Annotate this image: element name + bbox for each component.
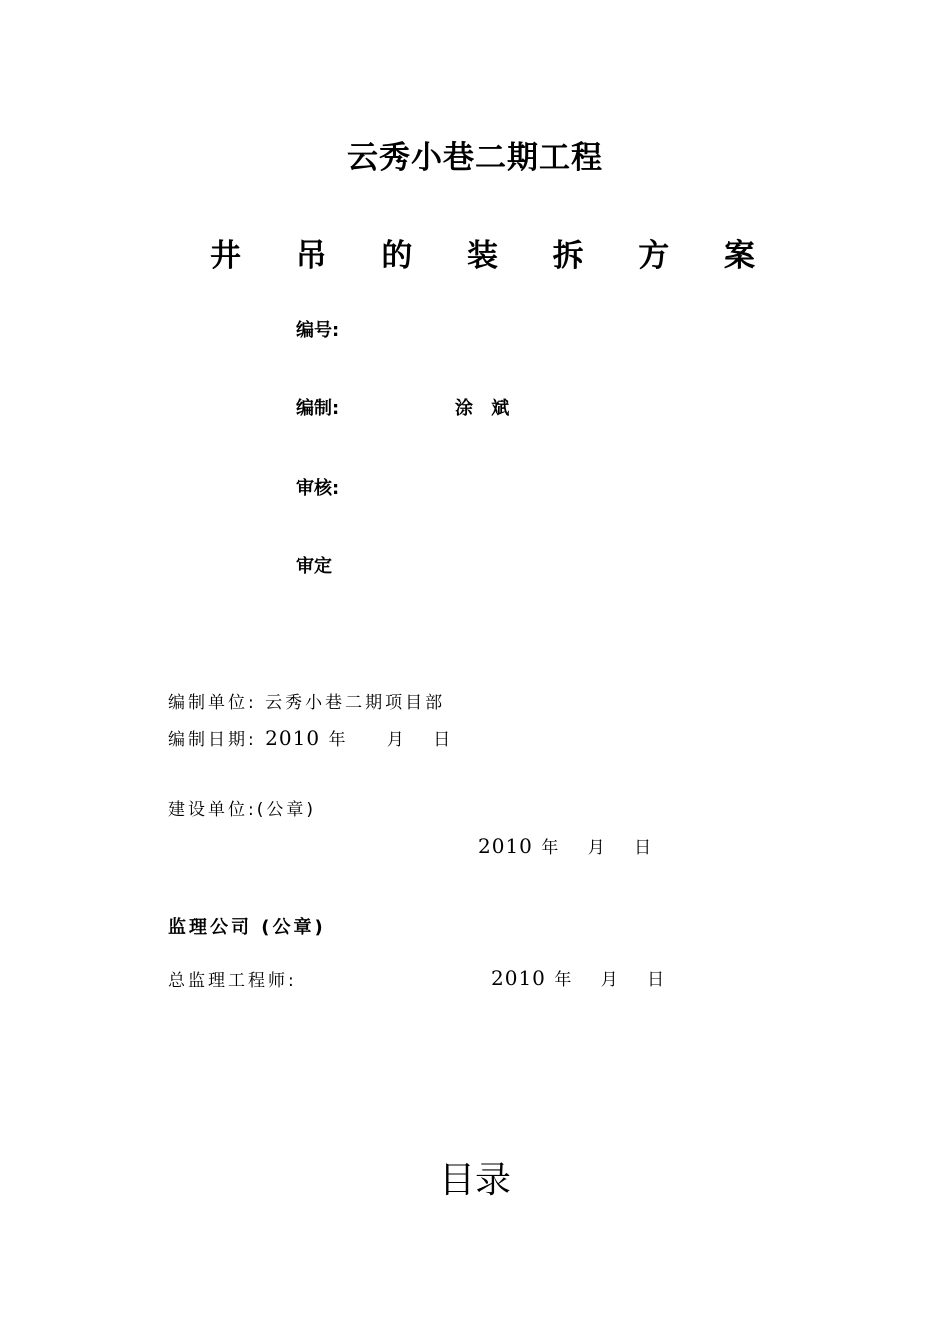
builder-seal: (公章) <box>256 800 316 820</box>
year-char: 年 <box>554 970 575 990</box>
subtitle-char: 装 <box>466 238 498 274</box>
subtitle-char: 案 <box>723 238 755 274</box>
toc-heading: 目录 <box>438 1160 511 1201</box>
month-char: 月 <box>587 838 608 858</box>
date-row <box>168 725 453 750</box>
subtitle-char: 井 <box>210 238 241 274</box>
document-title: 云秀小巷二期工程 <box>347 140 603 176</box>
chief-label: 总监理工程师: <box>168 971 297 991</box>
builder-label: 建设单位: <box>168 800 257 820</box>
builder-year: 2010 <box>478 834 533 858</box>
date-label: 编制日期: <box>168 730 257 750</box>
supervisor-row <box>168 913 326 939</box>
unit-label: 编制单位: <box>168 693 257 713</box>
compiler-label: 编制: <box>296 398 340 419</box>
subtitle-char: 方 <box>638 238 670 274</box>
subtitle-char: 吊 <box>295 238 327 274</box>
unit-value: 云秀小巷二期项目部 <box>265 693 446 713</box>
supervisor-label: 监理公司 <box>168 917 252 938</box>
supervisor-seal: (公章) <box>261 917 326 938</box>
chief-date-row <box>491 965 667 990</box>
chief-year: 2010 <box>491 966 546 990</box>
year-char: 年 <box>541 838 562 858</box>
builder-date-row <box>478 833 654 858</box>
unit-row <box>168 688 445 713</box>
review-label: 审核: <box>296 478 340 499</box>
date-year: 2010 <box>265 726 321 750</box>
day-char: 日 <box>433 730 454 750</box>
builder-row <box>168 795 316 820</box>
compiler-name: 涂 斌 <box>455 398 516 419</box>
approve-label: 审定 <box>296 556 332 577</box>
number-label: 编号: <box>296 320 340 341</box>
month-char: 月 <box>386 730 407 750</box>
month-char: 月 <box>600 970 621 990</box>
day-char: 日 <box>647 970 668 990</box>
day-char: 日 <box>634 838 655 858</box>
document-subtitle <box>210 230 755 275</box>
subtitle-char: 拆 <box>552 238 584 274</box>
subtitle-char: 的 <box>381 238 413 274</box>
year-char: 年 <box>328 730 349 750</box>
